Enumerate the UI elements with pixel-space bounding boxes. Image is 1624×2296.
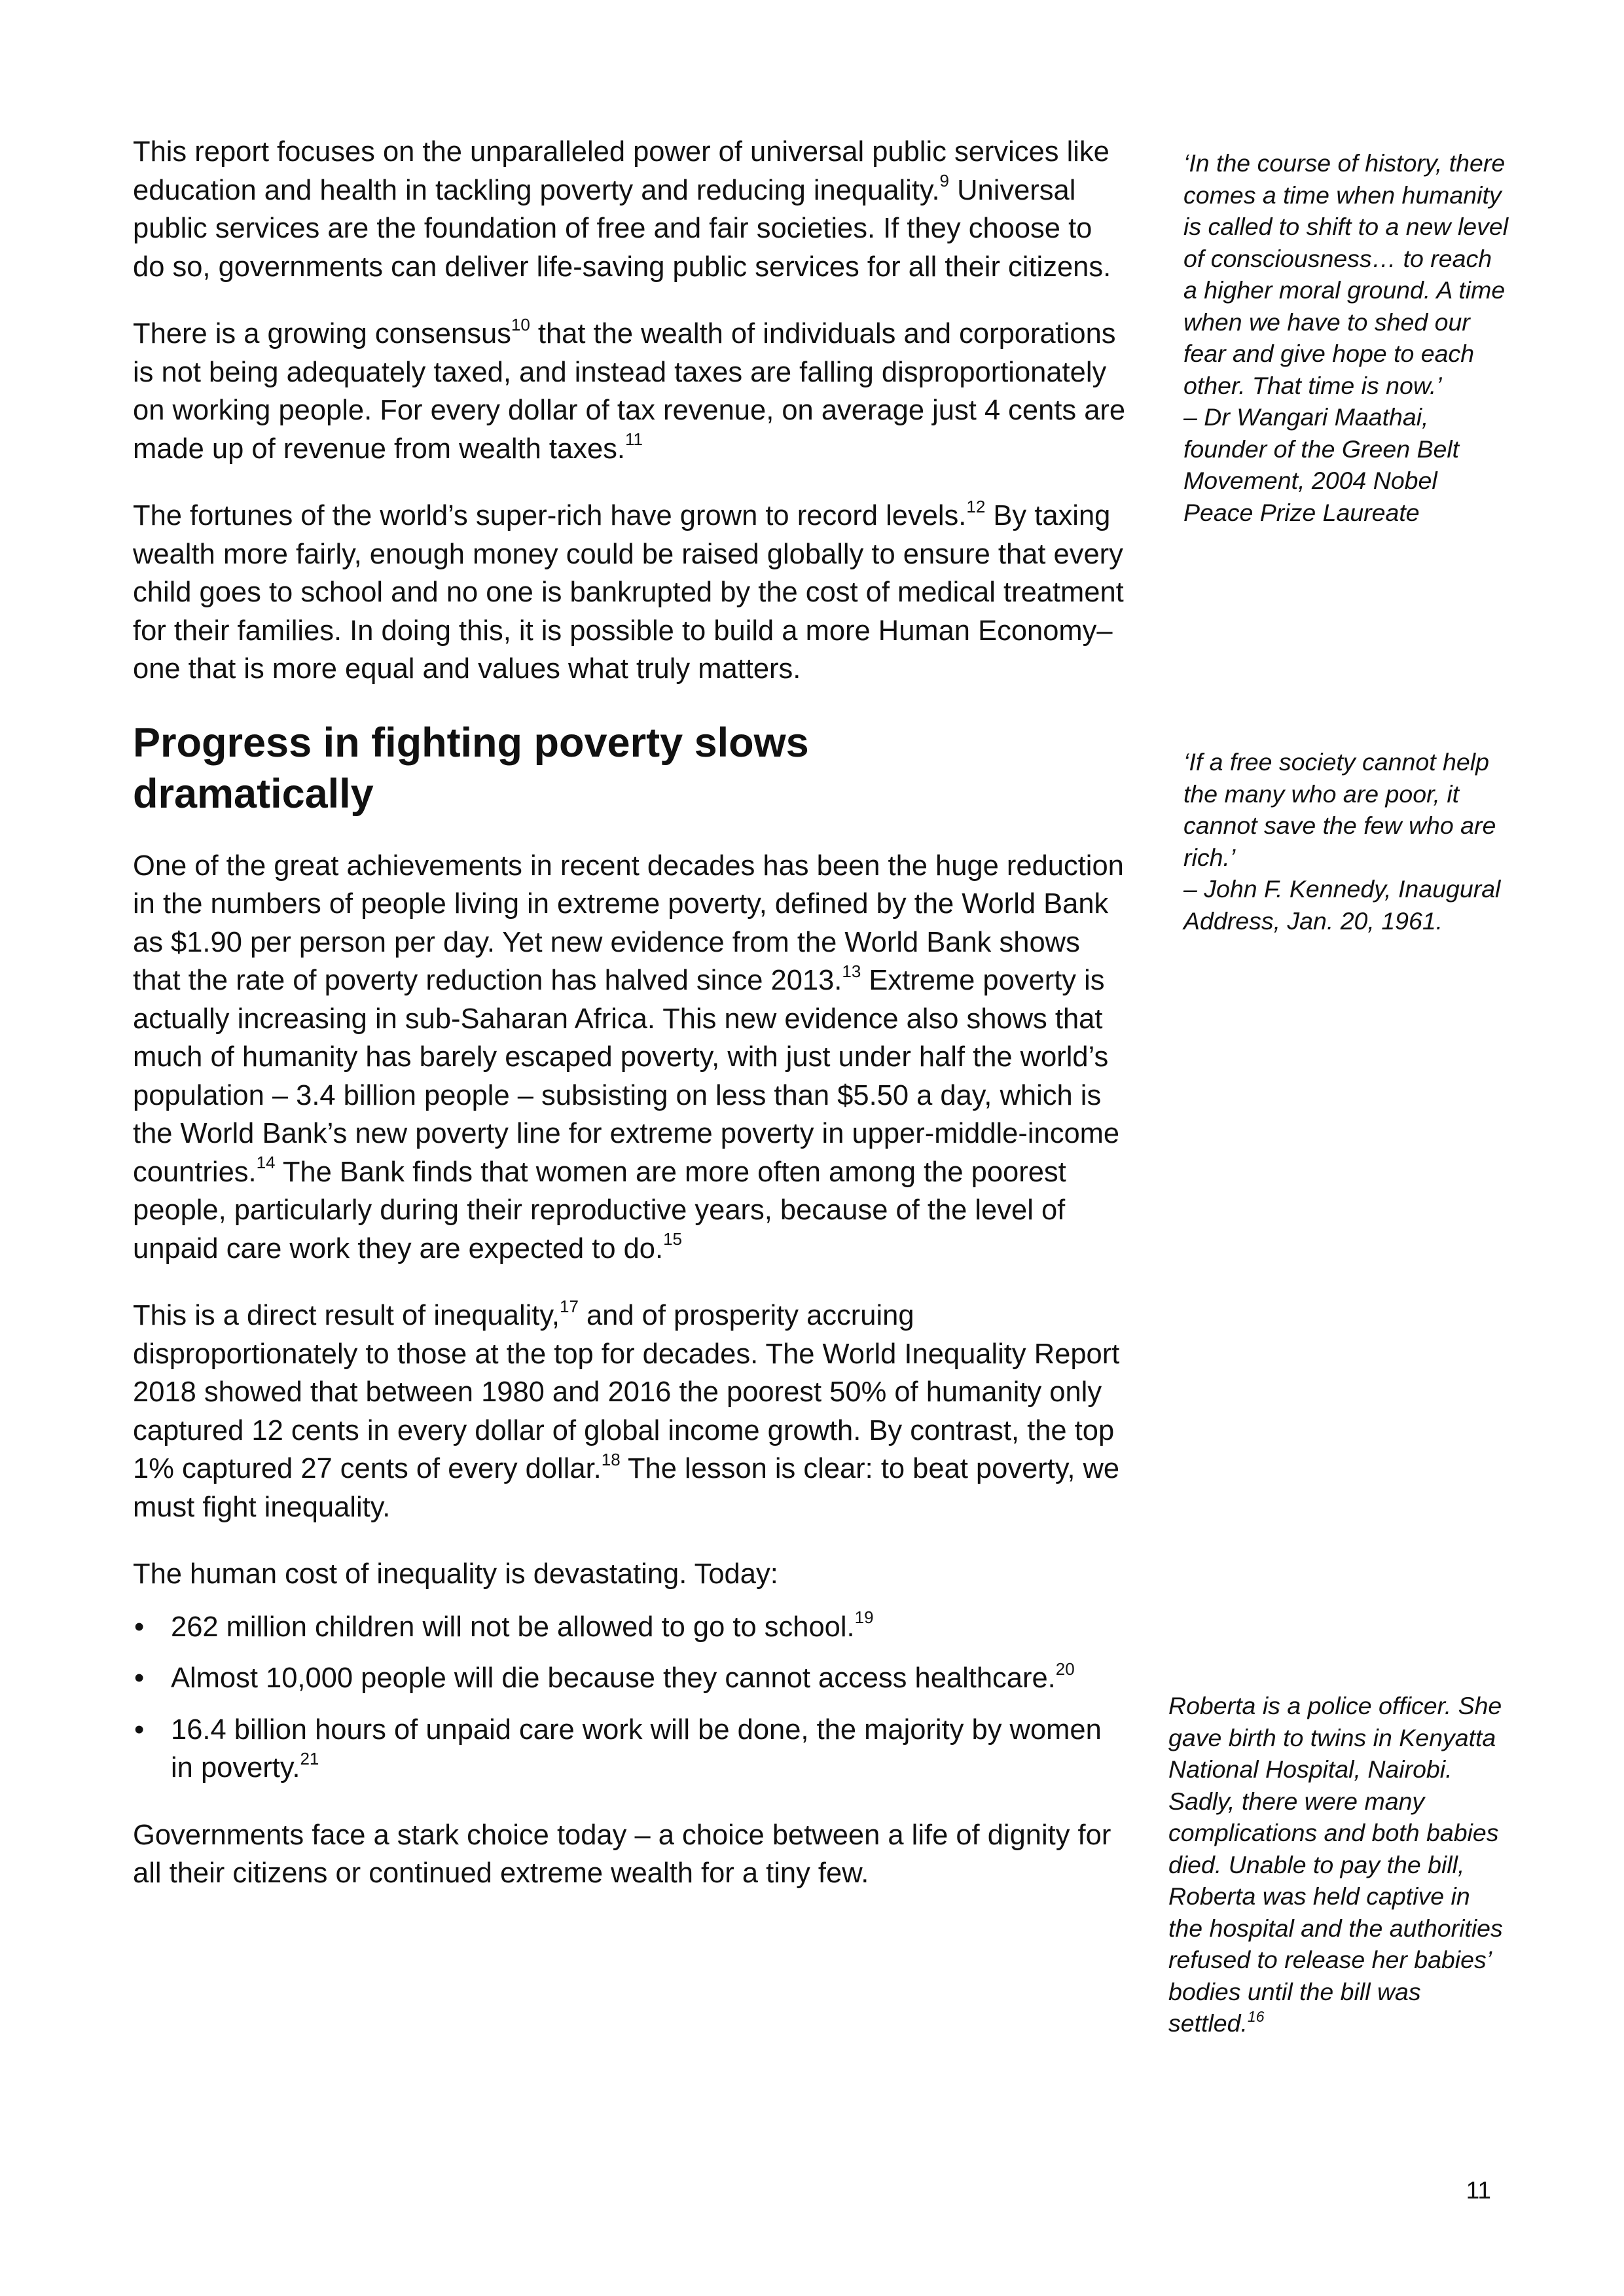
footnote-ref: 19 — [854, 1607, 874, 1627]
bullet-icon: • — [134, 1713, 145, 1746]
footnote-ref: 17 — [559, 1296, 579, 1316]
quote-text: ‘If a free society cannot help the many who are poor, it cannot save the few who are rich.’ — [1183, 748, 1496, 871]
footnote-ref: 15 — [663, 1229, 683, 1249]
footnote-ref: 10 — [511, 314, 530, 334]
footnote-ref: 12 — [966, 496, 986, 516]
list-item: • Almost 10,000 people will die because they cannot access healthcare.$^{20}$ — [133, 1659, 1128, 1698]
paragraph-tax-consensus: There is a growing consensus$^{10}$ that the wealth of individuals and corporations is not being adequately taxed, and instead taxes are falling disproportionately on working people. For every dollar of tax revenue, on average just 4 cents are made up of revenue from wealth taxes.$^{11}$ — [133, 314, 1126, 465]
footnote-ref: 11 — [625, 429, 643, 449]
list-item: • 262 million children will not be allowed to go to school.$^{19}$ — [133, 1608, 1128, 1647]
footnote-ref: 18 — [601, 1449, 621, 1469]
quote-attribution: – Dr Wangari Maathai, founder of the Green Belt Movement, 2004 Nobel Peace Prize Laureate — [1183, 403, 1460, 526]
paragraph-super-rich: The fortunes of the world’s super-rich have grown to record levels.$^{12}$ By taxing wealth more fairly, enough money could be raised globally to ensure that every child goes to school and no one is bankrupted by the cost of medical treatment for their families. In doing this, it is possible to build a more Human Economy– one that is more equal and values what truly matters. — [133, 496, 1124, 685]
paragraph-stark-choice: Governments face a stark choice today – a choice between a life of dignity for all their citizens or continued extreme wealth for a tiny few. — [133, 1819, 1111, 1889]
bullet-icon: • — [134, 1662, 145, 1694]
paragraph-human-cost: The human cost of inequality is devastating. Today: — [133, 1558, 778, 1590]
sidebar-quote-maathai — [1183, 147, 1511, 528]
story-text: Roberta is a police officer. She gave birth to twins in Kenyatta National Hospital, Nairobi. Sadly, there were many complications and both babies died. Unable to pay the bill, Roberta was held captive in the hospital and the authorities refused to release her babies’ bodies until the bill was settled.$^{16}$ — [1168, 1692, 1503, 2037]
paragraph-intro: This report focuses on the unparalleled power of universal public services like education and health in tackling poverty and reducing inequality.$^9$ Universal public services are the foundation of free and fair societies. If they choose to do so, governments can deliver life-saving public services for all their citizens. — [133, 136, 1111, 283]
main-column — [133, 133, 1128, 1922]
footnote-ref: 9 — [939, 171, 949, 190]
footnote-ref: 14 — [256, 1153, 276, 1172]
page-number: 11 — [1466, 2177, 1491, 2204]
paragraph-inequality: This is a direct result of inequality,$^{17}$ and of prosperity accruing disproportionately to those at the top for decades. The World Inequality Report 2018 showed that between 1980 and 2016 the poorest 50% of humanity only captured 12 cents in every dollar of global income growth. By contrast, the top 1% captured 27 cents of every dollar.$^{18}$ The lesson is clear: to beat poverty, we must fight inequality. — [133, 1296, 1120, 1523]
footnote-ref: 21 — [300, 1748, 319, 1768]
footnote-ref: 20 — [1055, 1659, 1075, 1679]
bullet-list — [133, 1608, 1128, 1787]
quote-text: ‘In the course of history, there comes a time when humanity is called to shift to a new level of consciousness… to reach a higher moral ground. A time when we have to shed our fear and give hope to each other. That time is now.’ — [1183, 149, 1509, 399]
list-item: • 16.4 billion hours of unpaid care work will be done, the majority by women in poverty.$^{21}$ — [133, 1711, 1128, 1787]
footnote-ref: 13 — [842, 961, 861, 981]
paragraph-poverty-reduction: One of the great achievements in recent decades has been the huge reduction in the numbers of people living in extreme poverty, defined by the World Bank as $1.90 per person per day. Yet new evidence from the World Bank shows that the rate of poverty reduction has halved since 2013.13 Extreme poverty is actually increasing in sub-Saharan Africa. This new evidence also shows that much of humanity has barely escaped poverty, with just under half the world’s population – 3.4 billion people – subsisting on less than $5.50 a day, which is the World Bank’s new poverty line for extreme poverty in upper-middle-income countries.$^{14}$ The Bank finds that women are more often among the poorest people, particularly during their reproductive years, because of the level of unpaid care work they are expected to do.$^{15}$ — [133, 850, 1124, 1265]
bullet-icon: • — [134, 1611, 145, 1643]
section-heading: Progress in fighting poverty slows dramatically — [133, 719, 809, 817]
quote-attribution: – John F. Kennedy, Inaugural Address, Jan. 20, 1961. — [1183, 875, 1501, 935]
sidebar-quote-kennedy — [1183, 746, 1511, 937]
sidebar-story-roberta — [1168, 1690, 1509, 2039]
footnote-ref: 16 — [1247, 2007, 1265, 2025]
